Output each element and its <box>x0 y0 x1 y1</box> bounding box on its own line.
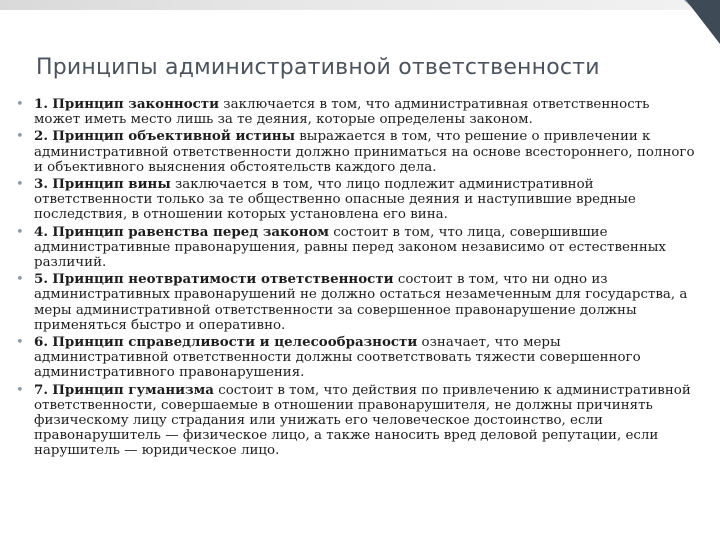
item-heading: Принцип неотвратимости ответственности <box>52 271 394 288</box>
item-number: 1. <box>34 96 48 112</box>
bullet-icon: • <box>16 97 24 112</box>
item-heading: Принцип гуманизма <box>52 381 214 398</box>
bullet-icon: • <box>16 129 24 145</box>
item-text: состоит в том, что действия по привлечению к административной ответственности, совершаемые в отношении правонарушителя, не должны причинять физическому лицу страдания или унижать его человеческое достоинство, если правонарушитель — физическое лицо, а также наносить вред деловой репутации, если нарушитель — юридическое лицо. <box>34 382 691 459</box>
item-number: 2. <box>34 128 48 145</box>
list-item-7 <box>16 383 696 459</box>
list-item-4 <box>16 225 696 271</box>
top-decorative-bar <box>0 0 720 10</box>
list-item-1 <box>16 97 696 127</box>
item-heading: Принцип законности <box>52 96 220 112</box>
item-heading: Принцип равенства перед законом <box>52 223 330 240</box>
item-number: 7. <box>34 381 48 398</box>
bullet-icon: • <box>16 272 24 288</box>
item-number: 5. <box>34 271 48 288</box>
item-text: состоит в том, что лица, совершившие административные правонарушения, равны перед законом независимо от естественных различий. <box>34 224 666 271</box>
principles-list <box>16 97 696 461</box>
item-text: означает, что меры административной ответственности должны соответствовать тяжести совершенного административного правонарушения. <box>34 335 641 381</box>
item-text: выражается в том, что решение о привлечении к административной ответственности должно приниматься на основе всестороннего, полного и объективного выяснения обстоятельств каждого дела. <box>34 129 695 175</box>
list-item-6 <box>16 335 696 381</box>
item-heading: Принцип справедливости и целесообразности <box>52 334 418 351</box>
item-text: состоит в том, что ни одно из административных правонарушений не должно остаться незамеченным для государства, а меры административной ответственности за совершенное правонарушение должны применяться быстро и оперативно. <box>34 272 688 333</box>
item-number: 3. <box>34 176 48 193</box>
bullet-icon: • <box>16 177 24 193</box>
item-heading: Принцип объективной истины <box>52 128 296 145</box>
item-text: заключается в том, что административная ответственность может иметь место лишь за те деяния, которые определены законом. <box>34 97 650 128</box>
item-text: заключается в том, что лицо подлежит административной ответственности только за те общественно опасные деяния и наступившие вредные последствия, в отношении которых установлена его вина. <box>34 177 636 223</box>
item-number: 6. <box>34 334 48 351</box>
item-heading: Принцип вины <box>52 176 171 193</box>
item-number: 4. <box>34 223 48 240</box>
bullet-icon: • <box>16 224 24 240</box>
list-item-5 <box>16 272 696 333</box>
bullet-icon: • <box>16 382 24 398</box>
slide-title: Принципы административной ответственности <box>36 55 600 80</box>
list-item-2 <box>16 129 696 175</box>
bullet-icon: • <box>16 335 24 351</box>
list-item-3 <box>16 177 696 223</box>
